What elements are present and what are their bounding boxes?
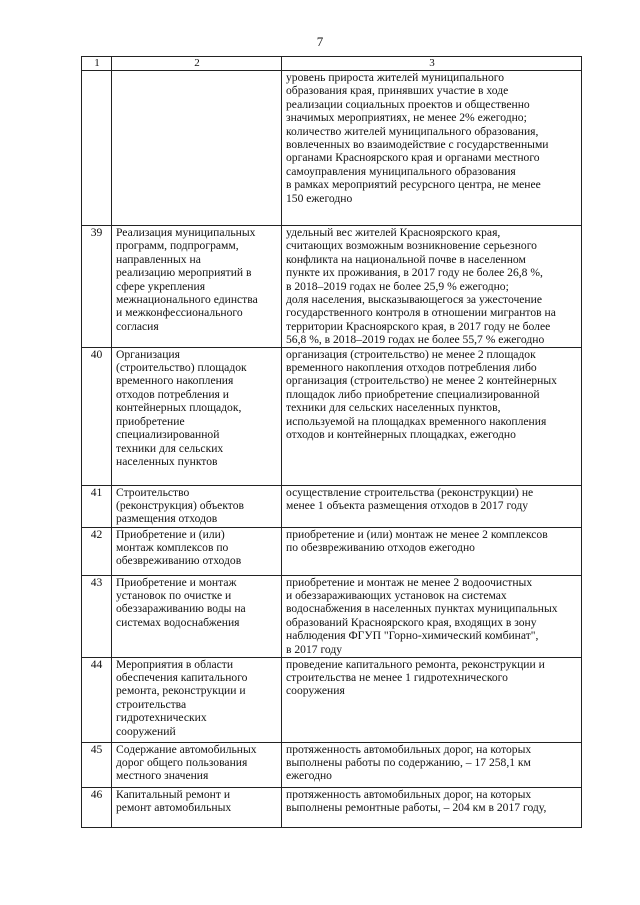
target-indicator-line: приобретение и монтаж не менее 2 водоочистных (286, 575, 533, 589)
target-indicator-line: в рамках мероприятий ресурсного центра, не менее (286, 178, 541, 192)
target-indicator-line: выполнены работы по содержанию, – 17 258,1 км (286, 756, 531, 770)
target-indicator (282, 347, 582, 485)
activity-name-line: обеззараживанию воды на (116, 602, 246, 616)
table-row (82, 347, 582, 485)
table-row (82, 226, 582, 348)
target-indicator-line: считающих возможным возникновение серьезного (286, 239, 537, 253)
target-indicator-line: 150 ежегодно (286, 191, 353, 205)
activity-name-line: обезвреживанию отходов (116, 554, 242, 568)
activity-name-line: строительства (116, 697, 187, 711)
table-row (82, 742, 582, 787)
target-indicator (282, 485, 582, 527)
target-indicator-line: самоуправления муниципального образования (286, 164, 516, 178)
activity-name-line: контейнерных площадок, (116, 401, 242, 415)
activity-name-line: специализированной (116, 428, 220, 442)
activity-name-line: местного значения (116, 769, 209, 783)
target-indicator-line: площадок либо приобретение специализированной (286, 387, 540, 401)
header-col-1: 1 (82, 57, 112, 71)
activity-name (112, 527, 282, 575)
target-indicator-line: организация (строительство) не менее 2 площадок (286, 347, 536, 361)
target-indicator (282, 742, 582, 787)
activity-name (112, 575, 282, 657)
target-indicator-line: сооружения (286, 684, 345, 698)
target-indicator (282, 71, 582, 226)
activity-name-line: программ, подпрограмм, (116, 239, 239, 253)
target-indicator-line: протяженность автомобильных дорог, на которых (286, 787, 532, 801)
header-col-2: 2 (112, 57, 282, 71)
row-number: 42 (82, 527, 112, 575)
activity-name-line: приобретение (116, 414, 185, 428)
target-indicator-line: проведение капитального ремонта, реконструкции и (286, 657, 545, 671)
target-indicator-line: удельный вес жителей Красноярского края, (286, 226, 501, 239)
target-indicator-line: и обеззараживающих установок на системах (286, 589, 507, 603)
target-indicator-line: государственного контроля в отношении мигрантов на (286, 306, 556, 320)
table-row (82, 657, 582, 742)
table-row (82, 787, 582, 827)
activity-name (112, 742, 282, 787)
activity-name (112, 226, 282, 348)
target-indicator-line: отходов и контейнерных площадках, ежегодно (286, 428, 516, 442)
activity-name-line: (реконструкция) объектов (116, 499, 244, 513)
table-row (82, 485, 582, 527)
target-indicator-line: конфликта на национальной почве в населенном (286, 252, 526, 266)
table-row (82, 71, 582, 226)
results-table (81, 56, 582, 828)
target-indicator-line: временного накопления отходов потребления либо (286, 361, 537, 375)
activity-name (112, 787, 282, 827)
row-number: 46 (82, 787, 112, 827)
target-indicator-line: организация (строительство) не менее 2 контейнерных (286, 374, 557, 388)
activity-name-line: сооружений (116, 724, 176, 738)
activity-name-line: населенных пунктов (116, 454, 218, 468)
target-indicator-line: пункте их проживания, в 2017 году не более 26,8 %, (286, 266, 543, 280)
target-indicator-line: в 2018–2019 годах не более 25,9 % ежегодно; (286, 279, 509, 293)
activity-name-line: Организация (116, 347, 180, 361)
row-number: 39 (82, 226, 112, 348)
activity-name-line: гидротехнических (116, 711, 207, 725)
activity-name-line: Капитальный ремонт и (116, 787, 231, 801)
activity-name-line: Содержание автомобильных (116, 742, 257, 756)
target-indicator-line: уровень прироста жителей муниципального (286, 71, 505, 84)
activity-name-line: (строительство) площадок (116, 361, 247, 375)
target-indicator-line: органами Красноярского края и органами местного (286, 151, 540, 165)
target-indicator-line: в 2017 году (286, 642, 343, 656)
target-indicator (282, 575, 582, 657)
activity-name-line: размещения отходов (116, 512, 218, 526)
activity-name (112, 657, 282, 742)
row-number: 43 (82, 575, 112, 657)
target-indicator-line: территории Красноярского края, в 2017 году не более (286, 319, 551, 333)
activity-name-line: Приобретение и монтаж (116, 575, 237, 589)
target-indicator-line: значимых мероприятиях, не менее 2% ежегодно; (286, 111, 527, 125)
activity-name-line: ремонт автомобильных (116, 801, 232, 815)
activity-name-line: обеспечения капитального (116, 671, 248, 685)
target-indicator-line: менее 1 объекта размещения отходов в 2017 году (286, 499, 529, 513)
row-number: 40 (82, 347, 112, 485)
activity-name (112, 347, 282, 485)
activity-name-line: системах водоснабжения (116, 615, 240, 629)
activity-name-line: ремонта, реконструкции и (116, 684, 246, 698)
target-indicator-line: реализации социальных проектов и общественно (286, 97, 530, 111)
target-indicator (282, 527, 582, 575)
activity-name (112, 71, 282, 226)
activity-name-line: Мероприятия в области (116, 657, 234, 671)
target-indicator-line: по обезвреживанию отходов ежегодно (286, 541, 475, 555)
target-indicator-line: вовлеченных во взаимодействие с государственными (286, 138, 549, 152)
target-indicator-line: техники для сельских населенных пунктов, (286, 401, 501, 415)
target-indicator-line: образований Красноярского края, входящих в зону (286, 615, 537, 629)
target-indicator-line: образования края, принявших участие в ходе (286, 84, 509, 98)
activity-name-line: монтаж комплексов по (116, 541, 229, 555)
table-header-row (82, 57, 582, 71)
target-indicator (282, 226, 582, 348)
activity-name-line: установок по очистке и (116, 589, 232, 603)
target-indicator-line: строительства не менее 1 гидротехнического (286, 671, 508, 685)
target-indicator-line: количество жителей муниципального образования, (286, 124, 539, 138)
target-indicator-line: приобретение и (или) монтаж не менее 2 комплексов (286, 527, 548, 541)
activity-name-line: Реализация муниципальных (116, 226, 256, 239)
table-row (82, 527, 582, 575)
activity-name-line: межнационального единства (116, 293, 258, 307)
target-indicator-line: используемой на площадках временного накопления (286, 414, 547, 428)
activity-name-line: техники для сельских (116, 441, 224, 455)
target-indicator-line: 56,8 %, в 2018–2019 годах не более 55,7 % ежегодно (286, 333, 545, 347)
page-number: 7 (316, 34, 324, 49)
row-number: 45 (82, 742, 112, 787)
activity-name-line: сфере укрепления (116, 279, 206, 293)
activity-name-line: отходов потребления и (116, 387, 229, 401)
target-indicator-line: ежегодно (286, 769, 332, 783)
activity-name-line: временного накопления (116, 374, 234, 388)
table-row (82, 575, 582, 657)
header-col-3: 3 (282, 57, 582, 71)
activity-name-line: направленных на (116, 252, 201, 266)
activity-name-line: дорог общего пользования (116, 756, 248, 770)
target-indicator-line: наблюдения ФГУП "Горно-химический комбинат", (286, 629, 539, 643)
activity-name-line: и межконфессионального (116, 306, 243, 320)
target-indicator-line: протяженность автомобильных дорог, на которых (286, 742, 532, 756)
row-number: 41 (82, 485, 112, 527)
activity-name-line: согласия (116, 319, 159, 333)
target-indicator-line: водоснабжения в населенных пунктах муниципальных (286, 602, 558, 616)
target-indicator-line: выполнены ремонтные работы, – 204 км в 2017 году, (286, 801, 547, 815)
activity-name-line: Строительство (116, 485, 190, 499)
target-indicator (282, 657, 582, 742)
row-number: 44 (82, 657, 112, 742)
target-indicator-line: осуществление строительства (реконструкции) не (286, 485, 534, 499)
row-number (82, 71, 112, 226)
target-indicator (282, 787, 582, 827)
activity-name-line: реализацию мероприятий в (116, 266, 252, 280)
activity-name (112, 485, 282, 527)
target-indicator-line: доля населения, высказывающегося за ужесточение (286, 293, 542, 307)
activity-name-line: Приобретение и (или) (116, 527, 225, 541)
